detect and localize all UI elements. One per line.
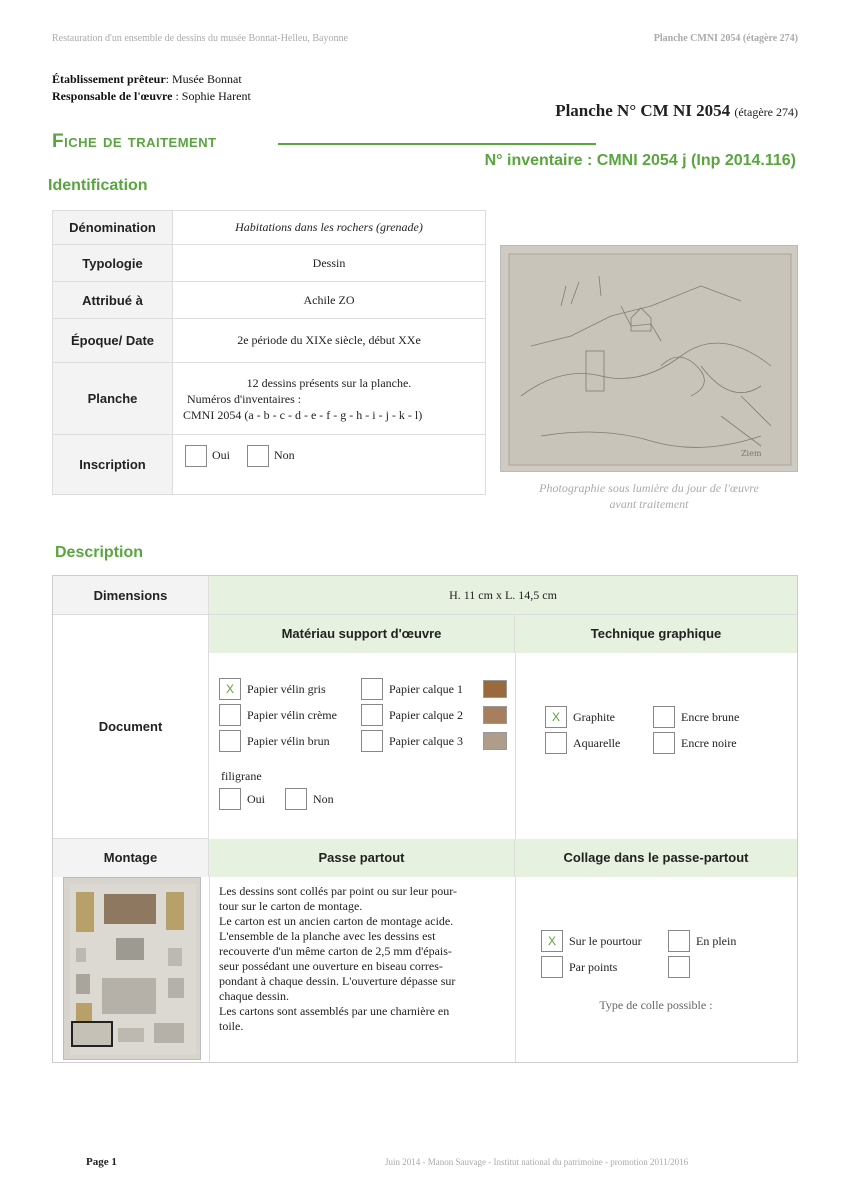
collage-checkbox-4-wrap (668, 956, 690, 978)
drawing-photo (500, 245, 798, 472)
planche-value (173, 363, 486, 435)
planche-title (555, 101, 798, 121)
calque-swatch-3 (483, 732, 507, 750)
row-typologie (53, 245, 486, 282)
montage-divider-right (515, 877, 516, 1062)
lender-value: : Musée Bonnat (165, 72, 242, 86)
row-inscription (53, 435, 486, 495)
technique-label-3: Encre brune (681, 709, 740, 724)
footer-credit: Juin 2014 - Manon Sauvage - Institut national du patrimoine - promotion 2011/2016 (385, 1157, 689, 1167)
inscription-non-checkbox[interactable] (247, 445, 269, 467)
photo-caption (500, 480, 798, 512)
planche-number: Planche N° CM NI 2054 (555, 101, 731, 120)
calque-checkbox-2[interactable] (361, 704, 383, 726)
row-denomination (53, 211, 486, 245)
support-header: Matériau support d'œuvre (209, 615, 515, 653)
responsible-value: : Sophie Harent (172, 89, 251, 103)
technique-checkbox-2[interactable] (545, 732, 567, 754)
collage-checkbox-2[interactable] (541, 956, 563, 978)
calque-label-1: Papier calque 1 (389, 681, 463, 696)
technique-label-2: Aquarelle (573, 735, 621, 750)
attribue-value: Achile ZO (173, 282, 486, 319)
passe-line-6: seur possédant une ouverture en biseau corres- (219, 959, 443, 973)
photo-caption-line-1: Photographie sous lumière du jour de l'œuvre (539, 481, 759, 495)
identification-heading: Identification (48, 177, 148, 194)
denomination-label: Dénomination (53, 211, 173, 245)
planche-label: Planche (53, 363, 173, 435)
collage-checkbox-4[interactable] (668, 956, 690, 978)
planche-shelf: (étagère 274) (734, 105, 798, 119)
technique-header: Technique graphique (515, 615, 797, 653)
collage-label-2: Par points (569, 959, 618, 974)
passe-line-10: toile. (219, 1019, 244, 1033)
row-planche (53, 363, 486, 435)
calque-swatch-2 (483, 706, 507, 724)
technique-checkbox-4[interactable] (653, 732, 675, 754)
collage-label-1: Sur le pourtour (569, 933, 642, 948)
planche-line-2: Numéros d'inventaires : (187, 391, 302, 406)
dimensions-value: H. 11 cm x L. 14,5 cm (209, 576, 797, 615)
passe-line-7: pondant à chaque dessin. L'ouverture dépasse sur (219, 974, 456, 988)
typologie-label: Typologie (53, 245, 173, 282)
calque-swatch-1 (483, 680, 507, 698)
epoque-label: Époque/ Date (53, 319, 173, 363)
filigrane-row (219, 788, 334, 810)
colle-type: Type de colle possible : (599, 998, 713, 1012)
support-checkbox-3[interactable] (219, 730, 241, 752)
row-epoque (53, 319, 486, 363)
denomination-value: Habitations dans les rochers (grenade) (173, 211, 486, 245)
montage-photo (63, 877, 201, 1060)
technique-checkbox-1[interactable]: X (545, 706, 567, 728)
filigrane-non-checkbox[interactable] (285, 788, 307, 810)
passe-line-8: chaque dessin. (219, 989, 289, 1003)
support-label-3: Papier vélin brun (247, 733, 330, 748)
technique-row-3 (653, 706, 739, 728)
filigrane-oui-checkbox[interactable] (219, 788, 241, 810)
dimensions-label: Dimensions (53, 576, 209, 615)
passe-line-9: Les cartons sont assemblés par une charnière en (219, 1004, 450, 1018)
document-label: Document (53, 615, 209, 839)
photo-caption-line-2: avant traitement (609, 497, 689, 511)
svg-text:Ziem: Ziem (741, 449, 762, 458)
passe-line-2: tour sur le carton de montage. (219, 899, 363, 913)
support-row-1 (219, 678, 326, 700)
description-heading: Description (55, 544, 144, 561)
fiche-rule (278, 143, 596, 145)
planche-line-1: 12 dessins présents sur la planche. (246, 375, 412, 390)
inventory-number: N° inventaire : CMNI 2054 j (Inp 2014.116) (484, 152, 796, 169)
support-label-2: Papier vélin crème (247, 707, 337, 722)
technique-row-1 (545, 706, 615, 728)
filigrane-oui-label: Oui (247, 791, 265, 806)
drawing-sketch (501, 246, 798, 472)
passe-line-4: L'ensemble de la planche avec les dessins est (219, 929, 436, 943)
planche-line-3: CMNI 2054 (a - b - c - d - e - f - g - h - i - j - k - l) (183, 407, 423, 422)
passe-partout-text (219, 884, 507, 1034)
identification-table (52, 210, 486, 495)
calque-checkbox-3[interactable] (361, 730, 383, 752)
montage-label: Montage (53, 839, 209, 877)
lender-block (52, 71, 251, 105)
collage-row-1 (541, 930, 642, 952)
passe-line-5: recouverte d'un même carton de 2,5 mm d'épais- (219, 944, 452, 958)
lender-label: Établissement prêteur (52, 72, 166, 86)
support-row-3 (219, 730, 330, 752)
row-attribue (53, 282, 486, 319)
support-checkbox-1[interactable]: X (219, 678, 241, 700)
collage-checkbox-3[interactable] (668, 930, 690, 952)
collage-row-2 (541, 956, 617, 978)
calque-label-2: Papier calque 2 (389, 707, 463, 722)
page-number: Page 1 (86, 1156, 117, 1168)
typologie-value: Dessin (173, 245, 486, 282)
document-divider (515, 653, 516, 839)
technique-label-1: Graphite (573, 709, 615, 724)
collage-checkbox-1[interactable]: X (541, 930, 563, 952)
calque-row-1 (361, 678, 507, 700)
description-table (52, 575, 798, 1063)
inscription-oui-label: Oui (212, 447, 230, 462)
collage-label-3: En plein (696, 933, 737, 948)
fiche-title: Fiche de traitement (52, 131, 217, 152)
inscription-value (173, 435, 486, 495)
technique-row-4 (653, 732, 737, 754)
collage-header: Collage dans le passe-partout (515, 839, 797, 877)
technique-row-2 (545, 732, 620, 754)
inscription-non-label: Non (274, 447, 295, 462)
responsible-label: Responsable de l'œuvre (52, 89, 173, 103)
support-checkbox-2[interactable] (219, 704, 241, 726)
collage-row-3 (668, 930, 736, 952)
running-header-left: Restauration d'un ensemble de dessins du musée Bonnat-Helleu, Bayonne (52, 33, 348, 44)
epoque-value: 2e période du XIXe siècle, début XXe (173, 319, 486, 363)
passe-line-3: Le carton est un ancien carton de montage acide. (219, 914, 454, 928)
attribue-label: Attribué à (53, 282, 173, 319)
support-label-1: Papier vélin gris (247, 681, 326, 696)
technique-label-4: Encre noire (681, 735, 737, 750)
passe-line-1: Les dessins sont collés par point ou sur leur pour- (219, 884, 458, 898)
calque-label-3: Papier calque 3 (389, 733, 463, 748)
filigrane-non-label: Non (313, 791, 334, 806)
montage-sketch (64, 878, 202, 1061)
technique-checkbox-3[interactable] (653, 706, 675, 728)
filigrane-label: filigrane (221, 769, 262, 783)
running-header-right: Planche CMNI 2054 (étagère 274) (653, 33, 798, 44)
calque-row-3 (361, 730, 507, 752)
montage-divider-left (209, 877, 210, 1062)
calque-checkbox-1[interactable] (361, 678, 383, 700)
passe-partout-header: Passe partout (209, 839, 515, 877)
calque-row-2 (361, 704, 507, 726)
inscription-label: Inscription (53, 435, 173, 495)
support-row-2 (219, 704, 337, 726)
inscription-oui-checkbox[interactable] (185, 445, 207, 467)
